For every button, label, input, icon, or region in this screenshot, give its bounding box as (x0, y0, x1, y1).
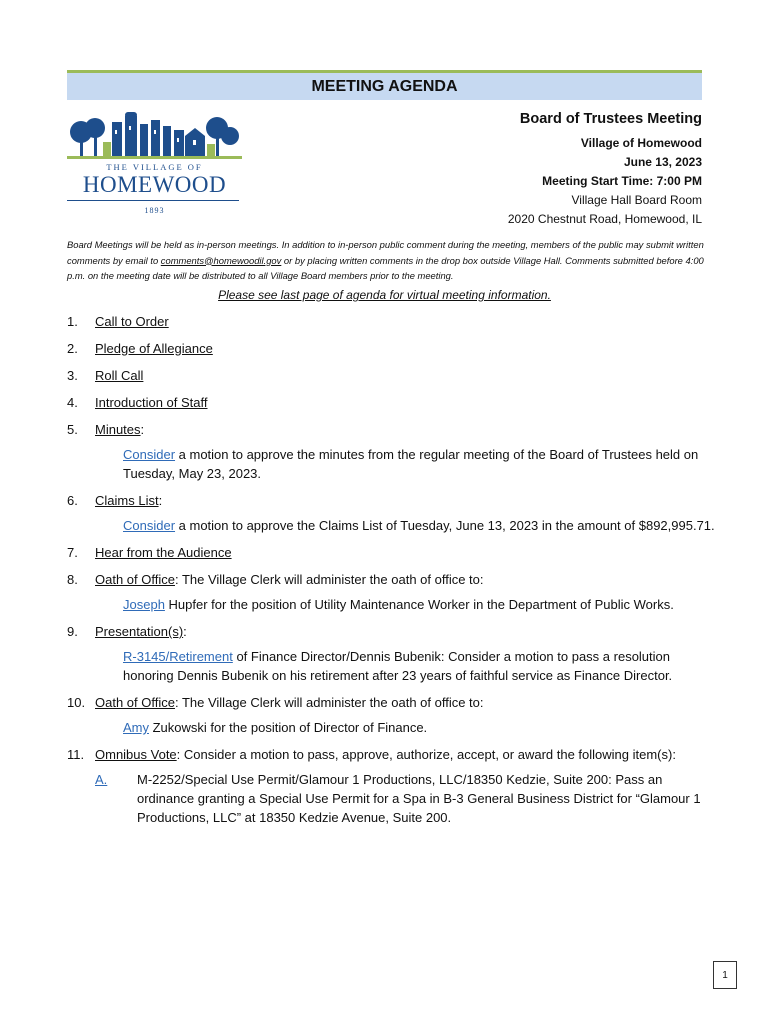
meeting-address: 2020 Chestnut Road, Homewood, IL (507, 212, 702, 226)
item-suffix: : Consider a motion to pass, approve, authorize, accept, or award the following item(s): (176, 747, 676, 762)
item-detail-text: a motion to approve the Claims List of Tuesday, June 13, 2023 in the amount of $892,995.71. (175, 518, 715, 533)
item-number: 11. (67, 747, 85, 762)
agenda-item (67, 393, 717, 412)
item-detail-link[interactable]: R-3145/Retirement (123, 649, 233, 664)
agenda-item (67, 312, 717, 331)
item-label: Roll Call (95, 368, 144, 383)
comments-email-link[interactable]: comments@homewoodil.gov (160, 254, 282, 266)
agenda-item (67, 366, 717, 385)
page-number: 1 (713, 961, 737, 989)
agenda-list (67, 312, 717, 835)
agenda-item (67, 339, 717, 358)
public-comment-notice (67, 237, 707, 284)
subitem-text: M-2252/Special Use Permit/Glamour 1 Productions, LLC/18350 Kedzie, Suite 200: Pass an ordinance granting a Special Use Permit for a Spa in B-3 General Business District for “Glamour 1 Productions, LLC” at 18350 Kedzie Avenue, Suite 200. (137, 772, 701, 825)
agenda-banner: MEETING AGENDA (67, 70, 702, 100)
meeting-title: Board of Trustees Meeting (519, 111, 702, 127)
item-number: 3. (67, 368, 78, 383)
item-detail-link[interactable]: Joseph (123, 597, 165, 612)
item-number: 9. (67, 624, 78, 639)
item-detail-text: Zukowski for the position of Director of Finance. (149, 720, 428, 735)
item-suffix: : (183, 624, 187, 639)
item-suffix: : (158, 493, 163, 508)
item-label: Hear from the Audience (95, 545, 232, 560)
village-name: Village of Homewood (580, 136, 702, 150)
item-label: Introduction of Staff (95, 395, 208, 410)
item-detail (123, 595, 717, 614)
item-number: 4. (67, 395, 78, 410)
item-label: Minutes (95, 422, 141, 437)
logo-line2: HOMEWOOD (82, 172, 227, 197)
item-suffix: : The Village Clerk will administer the oath of office to: (174, 572, 484, 587)
item-detail (123, 647, 717, 685)
item-detail-text: of Finance Director/Dennis Bubenik: Consider a motion to pass a resolution honoring Dennis Bubenik on his retirement after 23 years of faithful service as Finance Director. (123, 649, 673, 683)
item-number: 2. (67, 341, 78, 356)
item-number: 1. (67, 314, 78, 329)
item-label: Presentation(s) (95, 624, 184, 639)
meeting-start-time: Meeting Start Time: 7:00 PM (542, 174, 702, 188)
agenda-item (67, 745, 717, 827)
item-number: 10. (67, 695, 86, 710)
notice-text-2: or by placing written comments in the drop box outside Village Hall. Comments submitted before 4:00 p.m. on the meeting date will be distributed to all Village Board members prior to the meeting. (67, 254, 704, 281)
agenda-item (67, 543, 717, 562)
agenda-item (67, 622, 717, 685)
agenda-item (67, 420, 717, 483)
item-label: Omnibus Vote (95, 747, 177, 762)
agenda-item (67, 491, 717, 535)
item-detail (123, 718, 717, 737)
logo-line1: THE VILLAGE OF (106, 162, 203, 172)
logo-divider (67, 200, 239, 201)
notice-text-1: Board Meetings will be held as in-person meetings. In addition to in-person public comment during the meeting, members of the public may submit written comments by email to (67, 239, 704, 266)
item-number: 8. (67, 572, 78, 587)
item-number: 5. (67, 422, 78, 437)
subitem-letter-link[interactable]: A. (95, 772, 108, 787)
item-suffix: : (140, 422, 145, 437)
meeting-date: June 13, 2023 (623, 155, 702, 169)
item-number: 7. (67, 545, 78, 560)
item-detail (123, 445, 717, 483)
item-detail-text: a motion to approve the minutes from the regular meeting of the Board of Trustees held on Tuesday, May 23, 2023. (123, 447, 699, 481)
item-label: Claims List (95, 493, 159, 508)
item-detail-link[interactable]: Consider (123, 447, 176, 462)
item-detail-link[interactable]: Amy (123, 720, 149, 735)
logo-year: 1893 (144, 206, 165, 215)
virtual-meeting-note: Please see last page of agenda for virtual meeting information. (218, 288, 551, 302)
item-detail (123, 516, 717, 535)
skyline-icon (67, 112, 242, 162)
item-number: 6. (67, 493, 78, 508)
item-detail-text: Hupfer for the position of Utility Maintenance Worker in the Department of Public Works. (164, 597, 674, 612)
item-subitem (95, 770, 717, 827)
item-label: Call to Order (95, 314, 169, 329)
item-label: Oath of Office (95, 572, 175, 587)
meeting-details (508, 108, 702, 229)
agenda-item (67, 693, 717, 737)
meeting-room: Village Hall Board Room (571, 193, 702, 207)
item-label: Pledge of Allegiance (95, 341, 213, 356)
item-label: Oath of Office (95, 695, 175, 710)
item-suffix: : The Village Clerk will administer the oath of office to: (174, 695, 484, 710)
village-logo (67, 112, 242, 220)
item-detail-link[interactable]: Consider (123, 518, 176, 533)
agenda-item (67, 570, 717, 614)
